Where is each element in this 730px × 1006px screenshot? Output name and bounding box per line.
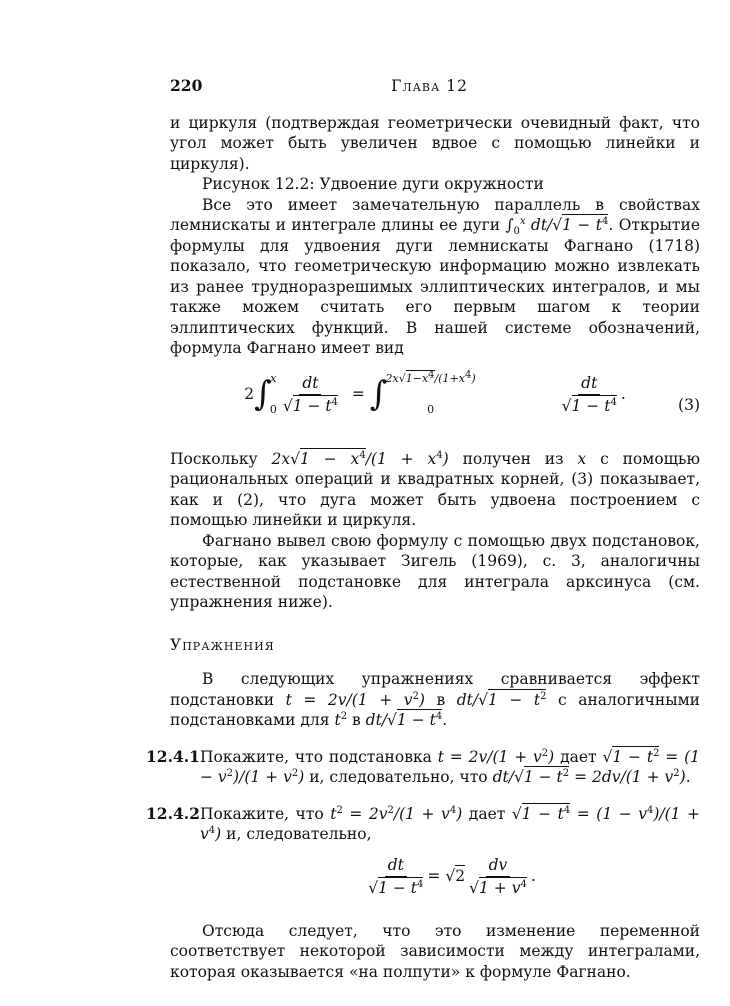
exercise-1-formula-c: $dt/√1 - t^2 = 2dv/(1 + v^2)$ <box>492 767 686 786</box>
paragraph-2-text-a: Все это имеет замечательную параллель в свойствах лемнискаты и интеграле длины ее дуги <box>170 195 700 234</box>
inline-formula-doubling: $2x√1 - x^4/(1 + x^4)$ <box>271 449 449 468</box>
intro-text-a: В следующих упражнениях сравнивается эффект подстановки <box>170 670 700 709</box>
paragraph-2-text-b: . Открытие формулы для удвоения дуги лемнискаты Фагнано (1718) показало, что геометрическую информацию можно извлекать из ранее трудноразрешимых эллиптических интегралов, и мы также можем считать его первым шагом к теории эллиптических функций. В нашей системе обозначений, формула Фагнано имеет вид <box>170 216 701 357</box>
equation-number: (3) <box>678 395 700 414</box>
intro-text-d: в <box>352 711 361 729</box>
exercise-12-4-1: 12.4.1 Покажите, что подстановка $t = 2v/(1 + v^2)$ дает $√1 - t^2 = (1 - v^2)/(1 + v^2)$ и, следовательно, что $dt/√1 - t^2 = 2dv/(1 + v^2)$. <box>146 746 701 786</box>
paragraph-2 <box>170 195 700 359</box>
exercise-2-text-a: Покажите, что <box>200 804 324 823</box>
fagnano-equation <box>170 369 700 443</box>
inline-formula-arc-integral: $\int_0^x$ $dt/√1 - t^4$ <box>505 215 609 238</box>
exercise-2-text-c: и, следовательно, <box>226 825 372 843</box>
exercise-2-display-equation: $\frac{dt}{√1 - t^4}$ = √2 $\frac{dv}{√1 + v^4}$ . <box>368 855 536 897</box>
exercise-1-text-c: и, следовательно, что <box>309 768 488 786</box>
intro-formula-substitution: $t = 2v/(1 + v^2)$ <box>285 690 425 709</box>
page-content <box>146 76 701 982</box>
intro-text-c: с аналогичными подстановками для <box>170 690 700 729</box>
chapter-title: Глава 12 <box>391 77 468 95</box>
paragraph-3-text-b: получен из <box>462 449 564 468</box>
paragraph-4: Фагнано вывел свою формулу с помощью двух подстановок, которые, как указывает Зигель (1969), с. 3, аналогичны естественной подстановке для интеграла арксинуса (см. упражнения ниже). <box>170 531 700 611</box>
intro-formula-t2: $t^2$ <box>334 710 348 729</box>
exercise-1-text-b: дает <box>560 747 597 766</box>
figure-caption: Рисунок 12.2: Удвоение дуги окружности <box>202 175 544 193</box>
exercise-1-formula-b: $√1 - t^2 = (1 - v^2)/(1 + v^2)$ <box>200 747 701 786</box>
exercise-2-formula-a: $t^2 = 2v^2/(1 + v^4)$ <box>330 804 463 823</box>
exercise-number: 12.4.2 <box>146 803 200 823</box>
intro-text-b: в <box>436 690 446 709</box>
paragraph-3-text-c: с помощью рациональных операций и квадратных корней, (3) показывает, как и (2), что дуга может быть удвоена построением с помощью линейки и циркуля. <box>170 449 700 529</box>
exercises-intro: В следующих упражнениях сравнивается эффект подстановки $t = 2v/(1 + v^2)$ в $dt/√1 - t^2$ с аналогичными подстановками для $t^2$ в $dt/√1 - t^4$. <box>170 670 700 729</box>
exercise-2-formula-b: $√1 - t^4 = (1 - v^4)/(1 + v^4)$ <box>200 804 701 843</box>
exercise-number: 12.4.1 <box>146 746 200 766</box>
equation-body: 2∫ x 0 $\frac{dt}{√1 - t^4}$ = ∫ $2x√1-x^4/(1+x^4)$ 0 $\frac{dt}{√1 - t^4}$ . <box>244 368 626 416</box>
paragraph-3 <box>170 449 700 531</box>
intro-formula-arcsin: $dt/√1 - t^2$ <box>456 690 547 709</box>
section-title: Упражнения <box>170 635 275 654</box>
paragraph-3-text-a: Поскольку <box>170 449 258 468</box>
paragraph-1: и циркуля (подтверждая геометрически очевидный факт, что угол может быть увеличен вдвое с помощью линейки и циркуля). <box>170 113 700 173</box>
exercise-2-text-b: дает <box>468 804 506 823</box>
exercise-12-4-2 <box>146 803 701 899</box>
exercise-1-text-a: Покажите, что подстановка <box>200 747 432 766</box>
page-number: 220 <box>170 76 203 95</box>
exercise-1-formula-a: $t = 2v/(1 + v^2)$ <box>437 747 555 766</box>
inline-variable-x: x <box>577 449 587 468</box>
running-header <box>170 76 700 97</box>
intro-formula-lemniscate: $dt/√1 - t^4$ <box>365 710 443 729</box>
closing-paragraph: Отсюда следует, что это изменение переменной соответствует некоторой зависимости между интегралами, которая оказывается «на полпути» к формуле Фагнано. <box>170 921 700 981</box>
